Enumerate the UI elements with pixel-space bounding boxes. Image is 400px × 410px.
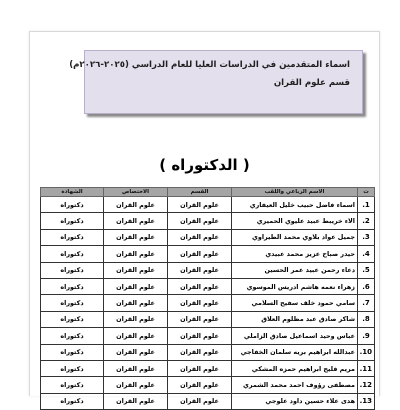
applicant-name: مريم فليح ابراهيم حمزه المشكي: [232, 360, 358, 376]
certificate-cell: دكتوراه: [41, 393, 104, 409]
department-cell: علوم القران: [168, 246, 232, 262]
certificate-cell: دكتوراه: [41, 213, 104, 229]
department-cell: علوم القران: [168, 213, 232, 229]
certificate-cell: دكتوراه: [41, 377, 104, 393]
department-cell: علوم القران: [168, 328, 232, 344]
row-number: 12.: [358, 377, 375, 393]
specialization-cell: علوم القران: [104, 262, 168, 278]
title-box: [69, 50, 363, 114]
specialization-cell: علوم القران: [104, 377, 168, 393]
table-row: [41, 197, 375, 213]
specialization-cell: علوم القران: [104, 213, 168, 229]
applicant-name: دعاء رحمن عبيد عمر الحسين: [232, 262, 358, 278]
specialization-cell: علوم القران: [104, 278, 168, 294]
certificate-cell: دكتوراه: [41, 246, 104, 262]
applicant-name: سامي حمود خلف سفيح السلامي: [232, 295, 358, 311]
department-cell: علوم القران: [168, 229, 232, 245]
table-row: [41, 229, 375, 245]
table-row: [41, 262, 375, 278]
department-cell: علوم القران: [168, 197, 232, 213]
specialization-cell: علوم القران: [104, 197, 168, 213]
specialization-cell: علوم القران: [104, 246, 168, 262]
table-row: [41, 213, 375, 229]
specialization-cell: علوم القران: [104, 344, 168, 360]
column-header-certificate: الشهادة: [41, 188, 104, 197]
table-row: [41, 311, 375, 327]
table-header-row: [41, 188, 375, 197]
applicant-name: شاكر صادق عبد مظلوم العلاق: [232, 311, 358, 327]
certificate-cell: دكتوراه: [41, 328, 104, 344]
document-page: [29, 31, 380, 406]
applicant-name: عبدالله ابراهيم بريه سلمان الخفاجي: [232, 344, 358, 360]
specialization-cell: علوم القران: [104, 328, 168, 344]
row-number: 6.: [358, 278, 375, 294]
row-number: 9.: [358, 328, 375, 344]
department-name: قسم علوم القران: [273, 78, 350, 88]
specialization-cell: علوم القران: [104, 360, 168, 376]
department-cell: علوم القران: [168, 344, 232, 360]
row-number: 7.: [358, 295, 375, 311]
department-cell: علوم القران: [168, 360, 232, 376]
row-number: 8.: [358, 311, 375, 327]
specialization-cell: علوم القران: [104, 295, 168, 311]
applicant-name: الاء خريبط عبيد عليوي الحميري: [232, 213, 358, 229]
table-row: [41, 393, 375, 409]
certificate-cell: دكتوراه: [41, 344, 104, 360]
document-title: اسماء المتقدمين في الدراسات العليا للعام الدراسي (٢٠٢٥-٢٠٢٦م): [69, 60, 350, 70]
specialization-cell: علوم القران: [104, 229, 168, 245]
department-cell: علوم القران: [168, 377, 232, 393]
applicant-name: هدى علاء حسين داود علوجي: [232, 393, 358, 409]
applicants-table: [40, 187, 375, 410]
column-header-number: ت: [358, 188, 375, 197]
table-row: [41, 278, 375, 294]
row-number: 4.: [358, 246, 375, 262]
specialization-cell: علوم القران: [104, 311, 168, 327]
table-body: [41, 197, 375, 410]
department-cell: علوم القران: [168, 262, 232, 278]
applicant-name: زهراء نعمه هاشم ادريس الموسوي: [232, 278, 358, 294]
certificate-cell: دكتوراه: [41, 197, 104, 213]
row-number: 2.: [358, 213, 375, 229]
applicant-name: مصطفى رؤوف احمد محمد الشمري: [232, 377, 358, 393]
table-row: [41, 295, 375, 311]
applicant-name: عباس وحيد اسماعيل صادق الزاملي: [232, 328, 358, 344]
degree-heading: ( الدكتوراه ): [159, 156, 250, 174]
table-row: [41, 360, 375, 376]
department-cell: علوم القران: [168, 393, 232, 409]
row-number: 1.: [358, 197, 375, 213]
certificate-cell: دكتوراه: [41, 278, 104, 294]
specialization-cell: علوم القران: [104, 393, 168, 409]
certificate-cell: دكتوراه: [41, 360, 104, 376]
table-row: [41, 344, 375, 360]
table-row: [41, 246, 375, 262]
column-header-specialization: الاختصاص: [104, 188, 168, 197]
certificate-cell: دكتوراه: [41, 229, 104, 245]
department-cell: علوم القران: [168, 295, 232, 311]
row-number: 10.: [358, 344, 375, 360]
table-row: [41, 328, 375, 344]
row-number: 13.: [358, 393, 375, 409]
table-row: [41, 377, 375, 393]
row-number: 11.: [358, 360, 375, 376]
applicant-name: جميل عواد بلاوي محمد الطيراوي: [232, 229, 358, 245]
column-header-name: الاسم الرباعي واللقب: [232, 188, 358, 197]
certificate-cell: دكتوراه: [41, 311, 104, 327]
department-cell: علوم القران: [168, 311, 232, 327]
department-cell: علوم القران: [168, 278, 232, 294]
certificate-cell: دكتوراه: [41, 295, 104, 311]
row-number: 3.: [358, 229, 375, 245]
applicant-name: اسماء فاضل حبيب خليل العيفاري: [232, 197, 358, 213]
applicant-name: حيدر صباح عزيز محمد عبيدي: [232, 246, 358, 262]
column-header-department: القسم: [168, 188, 232, 197]
certificate-cell: دكتوراه: [41, 262, 104, 278]
row-number: 5.: [358, 262, 375, 278]
